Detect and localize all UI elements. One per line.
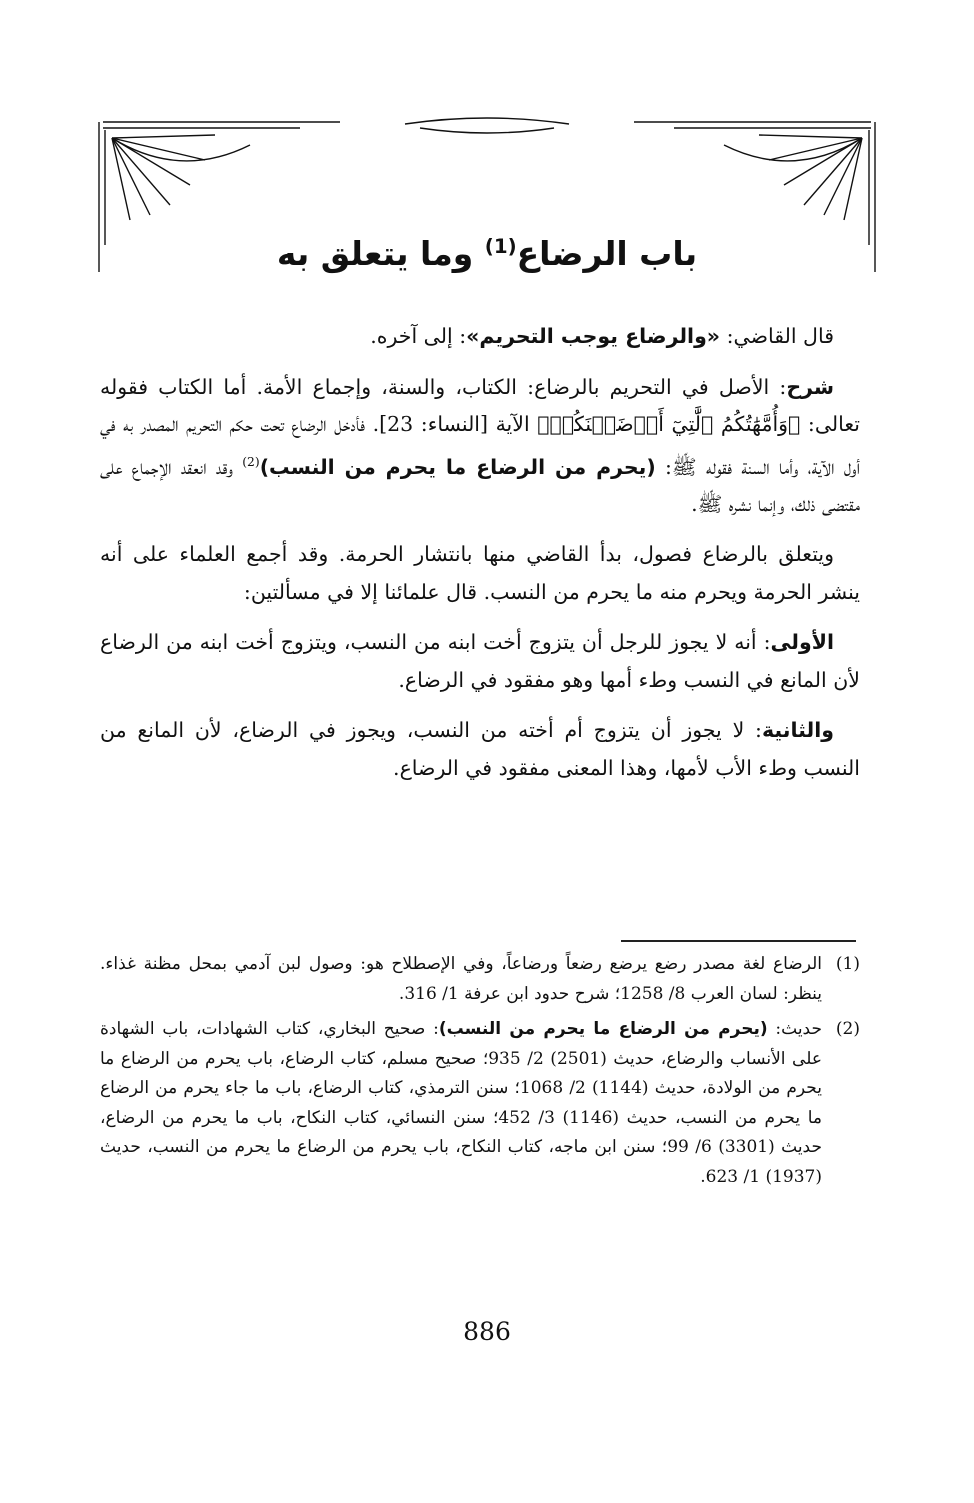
first-label: الأولى [770, 630, 834, 655]
footnotes [100, 950, 860, 1198]
page-number: 886 [463, 1317, 511, 1346]
quoted-text: «والرضاع يوجب التحريم» [466, 324, 721, 348]
body-text [100, 318, 860, 800]
footnote-hadith: (يحرم من الرضاع ما يحرم من النسب) [438, 1019, 768, 1039]
footnote-ref-1: (1) [484, 235, 517, 258]
chapter-title-text: باب الرضاع [516, 234, 698, 273]
footnote-text: الرضاع لغة مصدر رضع يرضع رضعاً ورضاعاً، وفي الإصطلاح هو: وصول لبن آدمي بمحل مظنة غذاء. ينظر: لسان العرب 8/ 1258؛ شرح حدود ابن عرفة 1/ 316. [100, 954, 822, 1004]
commentary-label: شرح [786, 374, 834, 399]
paragraph-first-issue: الأولى: أنه لا يجوز للرجل أن يتزوج أخت ابنه من النسب، ويتزوج أخت ابنه من الرضاع لأن المانع في النسب وطء أمها وهو مفقود في الرضاع. [100, 630, 860, 692]
footnote-ref-2: (2) [242, 454, 260, 469]
paragraph-sections: ويتعلق بالرضاع فصول، بدأ القاضي منها بانتشار الحرمة. وقد أجمع العلماء على أنه ينشر الحرمة ويحرم منه ما يحرم من النسب. قال علمائنا إلا في مسألتين: [100, 542, 860, 604]
hadith-text: (يحرم من الرضاع ما يحرم من النسب) [259, 454, 656, 479]
chapter-title-rest: وما يتعلق به [276, 234, 485, 273]
center-flourish [405, 118, 569, 133]
paragraph-second-issue: والثانية: لا يجوز أن يتزوج أم أخته من النسب، ويجوز في الرضاع، لأن المانع من النسب وطء الأب لأمها، وهذا المعنى مفقود في الرضاع. [100, 718, 860, 780]
right-fan-ornament [724, 135, 862, 220]
second-label: والثانية [761, 718, 834, 743]
footnote-item [100, 950, 860, 1009]
paragraph-commentary: شرح: الأصل في التحريم بالرضاع: الكتاب، والسنة، وإجماع الأمة. أما الكتاب فقوله تعالى: ﴿وَأُمَّهَٰتُكُمُ ٱلَّٰتِيٓ أَرۡضَعۡنَكُمۡ﴾ الآية [النساء: 23]. فأدخل الرضاع تحت حكم التحريم المصدر به في أول الآية، وأما السنة فقوله ﷺ: (يحرم من الرضاع ما يحرم من النسب)$^{(2)}$ وقد انعقد الإجماع على مقتضى ذلك، وإنما نشره ﷺ. [100, 374, 860, 516]
paragraph-quote: قال القاضي: «والرضاع يوجب التحريم»: إلى آخره. [370, 324, 834, 348]
footnote-number: (2) [835, 1019, 860, 1039]
footnote-text: حديث: (يحرم من الرضاع ما يحرم من النسب): صحيح البخاري، كتاب الشهادات، باب الشهادة على الأنساب والرضاع، حديث (2501) 2/ 935؛ صحيح مسلم، كتاب الرضاع، باب يحرم من الرضاع ما يحرم من الولادة، حديث (1144) 2/ 1068؛ سنن الترمذي، كتاب الرضاع، باب ما جاء يحرم من الرضاع ما يحرم من النسب، حديث (1146) 3/ 452؛ سنن النسائي، كتاب النكاح، باب ما يحرم من الرضاع، حديث (3301) 6/ 99؛ سنن ابن ماجه، كتاب النكاح، باب يحرم من الرضاع ما يحرم من النسب، حديث (1937) 1/ 623. [100, 1019, 822, 1187]
footnote-divider [621, 940, 856, 942]
footnote-number: (1) [835, 954, 860, 974]
footnote-item [100, 1015, 860, 1192]
left-fan-ornament [112, 135, 250, 220]
chapter-title [200, 222, 774, 279]
